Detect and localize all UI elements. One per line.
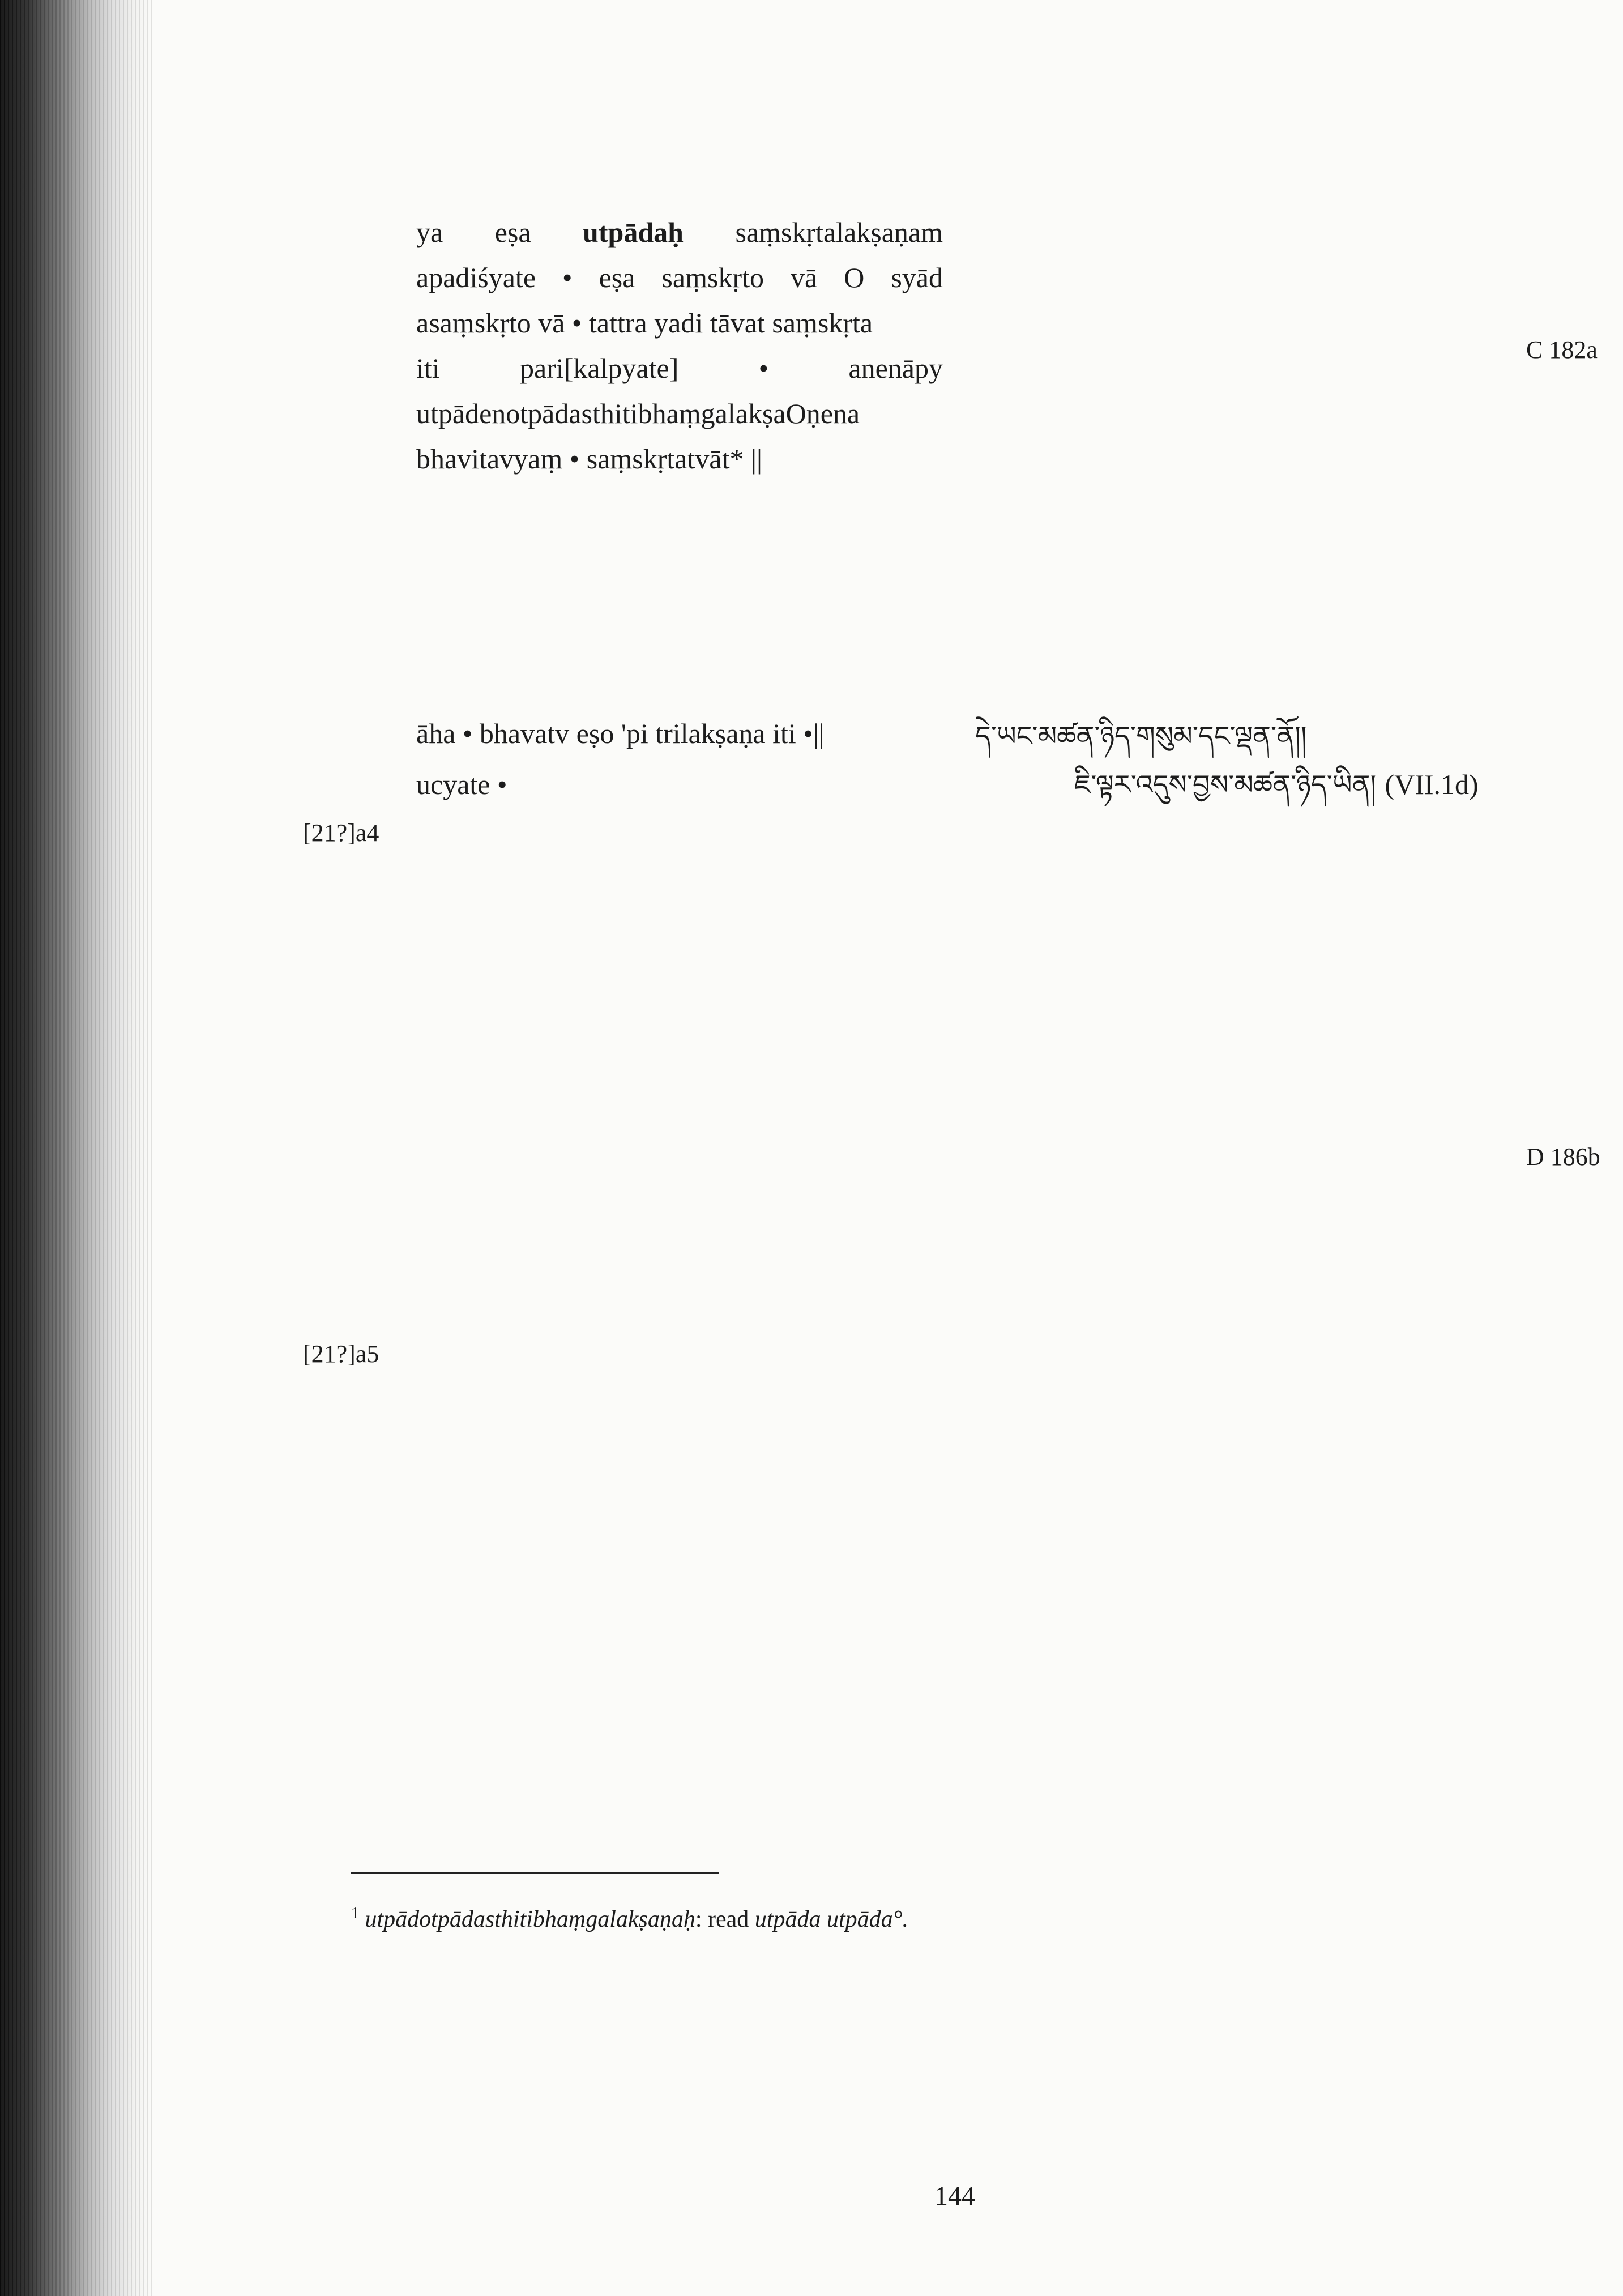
tibetan-line-2 (975, 714, 1306, 759)
word: anenāpy (848, 352, 943, 384)
folio-reference-left-1: [21?]a4 (303, 819, 379, 847)
edition-reference-d: D 186b (1526, 1143, 1600, 1171)
footnote-marker: 1 (351, 1905, 359, 1922)
sanskrit-paragraph-1 (416, 210, 943, 481)
edition-reference-c: C 182a (1526, 336, 1598, 364)
word: eṣa (599, 262, 635, 293)
tibetan-line: དེ་ཡང་མཚན་ཉིད་གསུམ་དང་ལྡན་ནོ།། (975, 720, 1307, 752)
tibetan-verse-text: ཇི་ལྟར་འདུས་བྱས་མཚན་ཉིད་ཡིན། (1074, 769, 1377, 801)
text-line (416, 345, 943, 391)
word: • (758, 352, 769, 384)
word: O (844, 262, 865, 293)
text-line (416, 436, 943, 481)
word: iti (416, 352, 440, 384)
sanskrit-ucyate-line (416, 762, 943, 807)
footnote-term: utpādotpādasthitibhaṃgalakṣaṇaḥ (365, 1906, 695, 1932)
word: bhavitavyaṃ • saṃskṛtatvāt* || (416, 443, 762, 475)
footnote-rule (351, 1872, 719, 1874)
footnote-read: : read (695, 1906, 755, 1932)
text-line (416, 391, 943, 436)
footnote-reading: utpāda utpāda°. (754, 1906, 908, 1932)
tibetan-verse-line (1074, 762, 1479, 807)
word: pari[kalpyate] (519, 352, 679, 384)
word: eṣa (494, 216, 531, 248)
sanskrit-line: āha • bhavatv eṣo 'pi trilakṣaṇa iti •|| (416, 718, 825, 749)
word: apadiśyate (416, 262, 536, 293)
text-line (416, 300, 943, 345)
word: vā (790, 262, 818, 293)
word: utpādaḥ (583, 216, 684, 248)
word: syād (891, 262, 943, 293)
word: saṃskṛto (661, 262, 764, 293)
text-line (416, 255, 943, 300)
text-line (416, 210, 943, 255)
word: asaṃskṛto vā • tattra yadi tāvat saṃskṛta (416, 307, 873, 339)
sanskrit-footnote (351, 1892, 908, 1941)
word: ya (416, 216, 443, 248)
sanskrit-aha-line (416, 711, 943, 756)
book-binding-shadow (0, 0, 153, 2296)
folio-reference-left-2: [21?]a5 (303, 1340, 379, 1368)
word: saṃskṛtalakṣaṇam (735, 216, 943, 248)
page-number: 144 (934, 2181, 975, 2211)
verse-reference: (VII.1d) (1385, 769, 1479, 800)
sanskrit-line: ucyate • (416, 769, 507, 800)
word: • (562, 262, 573, 293)
word: utpādenotpādasthitibhaṃgalakṣaOṇena (416, 398, 860, 429)
